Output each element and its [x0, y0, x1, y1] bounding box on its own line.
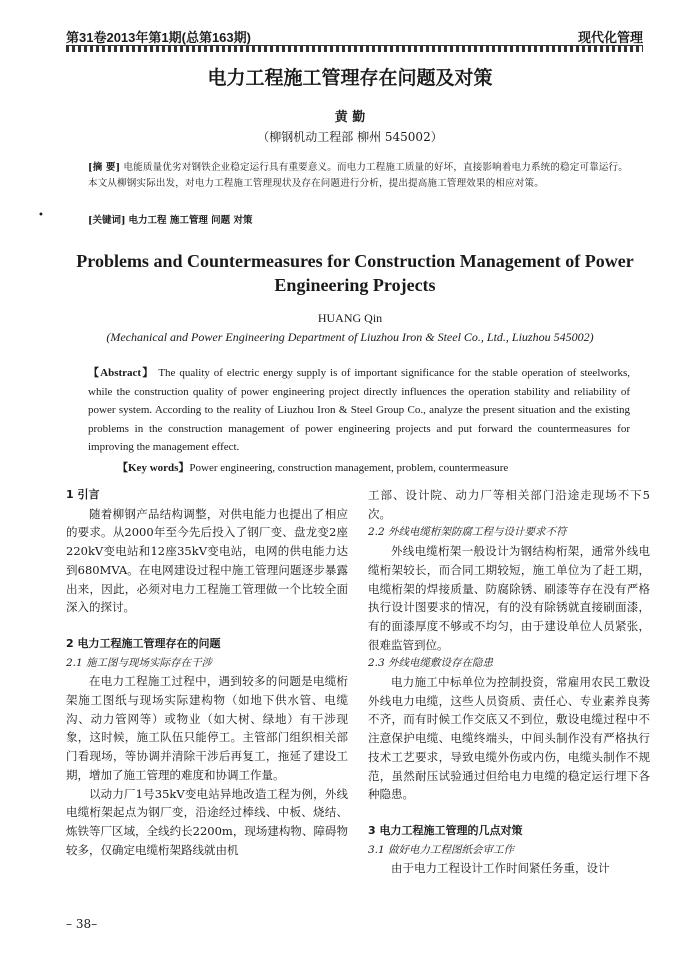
- header-rule: [66, 45, 643, 52]
- abstract-cn-label: [摘 要]: [88, 162, 121, 173]
- body-column-left: [66, 486, 348, 859]
- abstract-en: [88, 364, 630, 457]
- running-header: [66, 27, 643, 47]
- journal-name: 现代化管理: [577, 30, 643, 45]
- keywords-en-text: Power engineering, construction management, problem, countermeasure: [189, 462, 509, 474]
- section-2-title: 2 电力工程施工管理存在的问题: [66, 636, 221, 650]
- author-cn: 黄 勤: [334, 110, 366, 125]
- keywords-en: [117, 459, 637, 475]
- section-2-3-title: 2.3 外线电缆敷设存在隐患: [368, 657, 494, 670]
- section-2-2-title: 2.2 外线电缆桁架防腐工程与设计要求不符: [368, 526, 567, 539]
- section-3-1-title: 3.1 做好电力工程图纸会审工作: [368, 843, 515, 856]
- keywords-en-label: 【Key words】: [117, 462, 190, 474]
- section-2-3-paragraph: 电力施工中标单位为控制投资，常雇用农民工敷设外线电力电缆，这些人员资质、责任心、专业素养良莠不齐，而有时候工作交底又不到位，敷设电缆过程中不注意保护电缆、电缆终端头，中间头制作没有严格执行技术工艺要求，导致电缆外伤或内伤，电缆头制作不规范，虽然耐压试验通过但给电力电缆的稳定运行埋下各种隐患。: [368, 675, 650, 802]
- section-2-2-paragraph: 外线电缆桁架一般设计为钢结构桁架，通常外线电缆桁架较长，而合同工期较短，施工单位为了赶工期，电缆桁架的焊接质量、防腐除锈、刷漆等存在没有严格执行设计图要求的情况，有的没有除锈就直接刷面漆，有的面漆厚度不够或不均匀，由于建设单位人员紧张，很难监管到位。: [368, 544, 650, 652]
- section-1-paragraph: 随着柳钢产品结构调整，对供电能力也提出了相应的要求。从2000年至今先后投入了钢厂变、盘龙变2座220kV变电站和12座35kV变电站，电网的供电能力达到680MVA。在电网建设过程中施工管理问题逐步暴露出来，因此，必须对电力工程施工管理做一个比较全面深入的探讨。: [66, 506, 348, 615]
- keywords-cn-label: [关键词]: [88, 215, 126, 226]
- section-3-1-paragraph: 由于电力工程设计工作时间紧任务重，设计: [391, 861, 610, 876]
- margin-dot: •: [38, 210, 44, 221]
- abstract-cn: [88, 160, 628, 192]
- issue-info: 第31卷2013年第1期(总第163期): [66, 30, 251, 45]
- author-en: HUANG Qin: [317, 311, 383, 325]
- abstract-en-label: 【Abstract】: [88, 367, 155, 379]
- section-2-1-paragraph-2: 以动力厂1号35kV变电站异地改造工程为例，外线电缆桁架起点为钢厂变，沿途经过棒线、中板、烧结、炼铁等厂区域，全线约长2200m，现场建构物、障碍物较多，仅确定电缆桁架路线就由机: [66, 786, 348, 857]
- abstract-cn-text: 电能质量优劣对钢铁企业稳定运行具有重要意义。而电力工程施工质量的好坏，直接影响着电力系统的稳定可靠运行。本文从柳钢实际出发，对电力工程施工管理现状及存在问题进行分析，提出提高施工管理效果的相应对策。: [88, 162, 628, 189]
- keywords-cn-text: 电力工程 施工管理 问题 对策: [128, 215, 253, 226]
- affiliation-cn: （柳钢机动工程部 柳州 545002）: [257, 130, 443, 144]
- section-1-title: 1 引言: [66, 488, 100, 501]
- affiliation-en: (Mechanical and Power Engineering Department of Liuzhou Iron & Steel Co., Ltd., Liuzhou 545002): [106, 330, 594, 344]
- title-en: Problems and Countermeasures for Construction Management of Power Engineering Projects: [76, 251, 634, 295]
- section-2-1-paragraph-1: 在电力工程施工过程中，遇到较多的问题是电缆桁架施工图纸与现场实际建构物（如地下供水管、电缆沟、动力管网等）或物业（如大树、绿地）有干涉现象，这时候，施工队伍只能停工。主管部门组织相关部门看现场，等协调并清除干涉后再复工，拖延了建设工期，增加了施工管理的难度和协调工作量。: [66, 674, 348, 782]
- body-column-right: [368, 486, 650, 878]
- keywords-cn: [88, 214, 628, 228]
- section-2-1-continued: 工部、设计院、动力厂等相关部门沿途走现场不下5次。: [368, 488, 650, 521]
- abstract-en-text: The quality of electric energy supply is of important significance for the stable operation of steelworks, while the construction quality of power engineering project directly influences the operation stability and reliability of power system. According to the reality of Liuzhou Iron & Steel Group Co., analyze the present situation and the existing problems in the construction management of power engineering projects and put forward the countermeasures for improving the management effect.: [88, 367, 631, 453]
- section-3-title: 3 电力工程施工管理的几点对策: [368, 823, 523, 837]
- section-2-1-title: 2.1 施工图与现场实际存在干涉: [66, 656, 213, 669]
- page-number: – 38–: [66, 917, 98, 931]
- title-cn: 电力工程施工管理存在问题及对策: [207, 67, 493, 89]
